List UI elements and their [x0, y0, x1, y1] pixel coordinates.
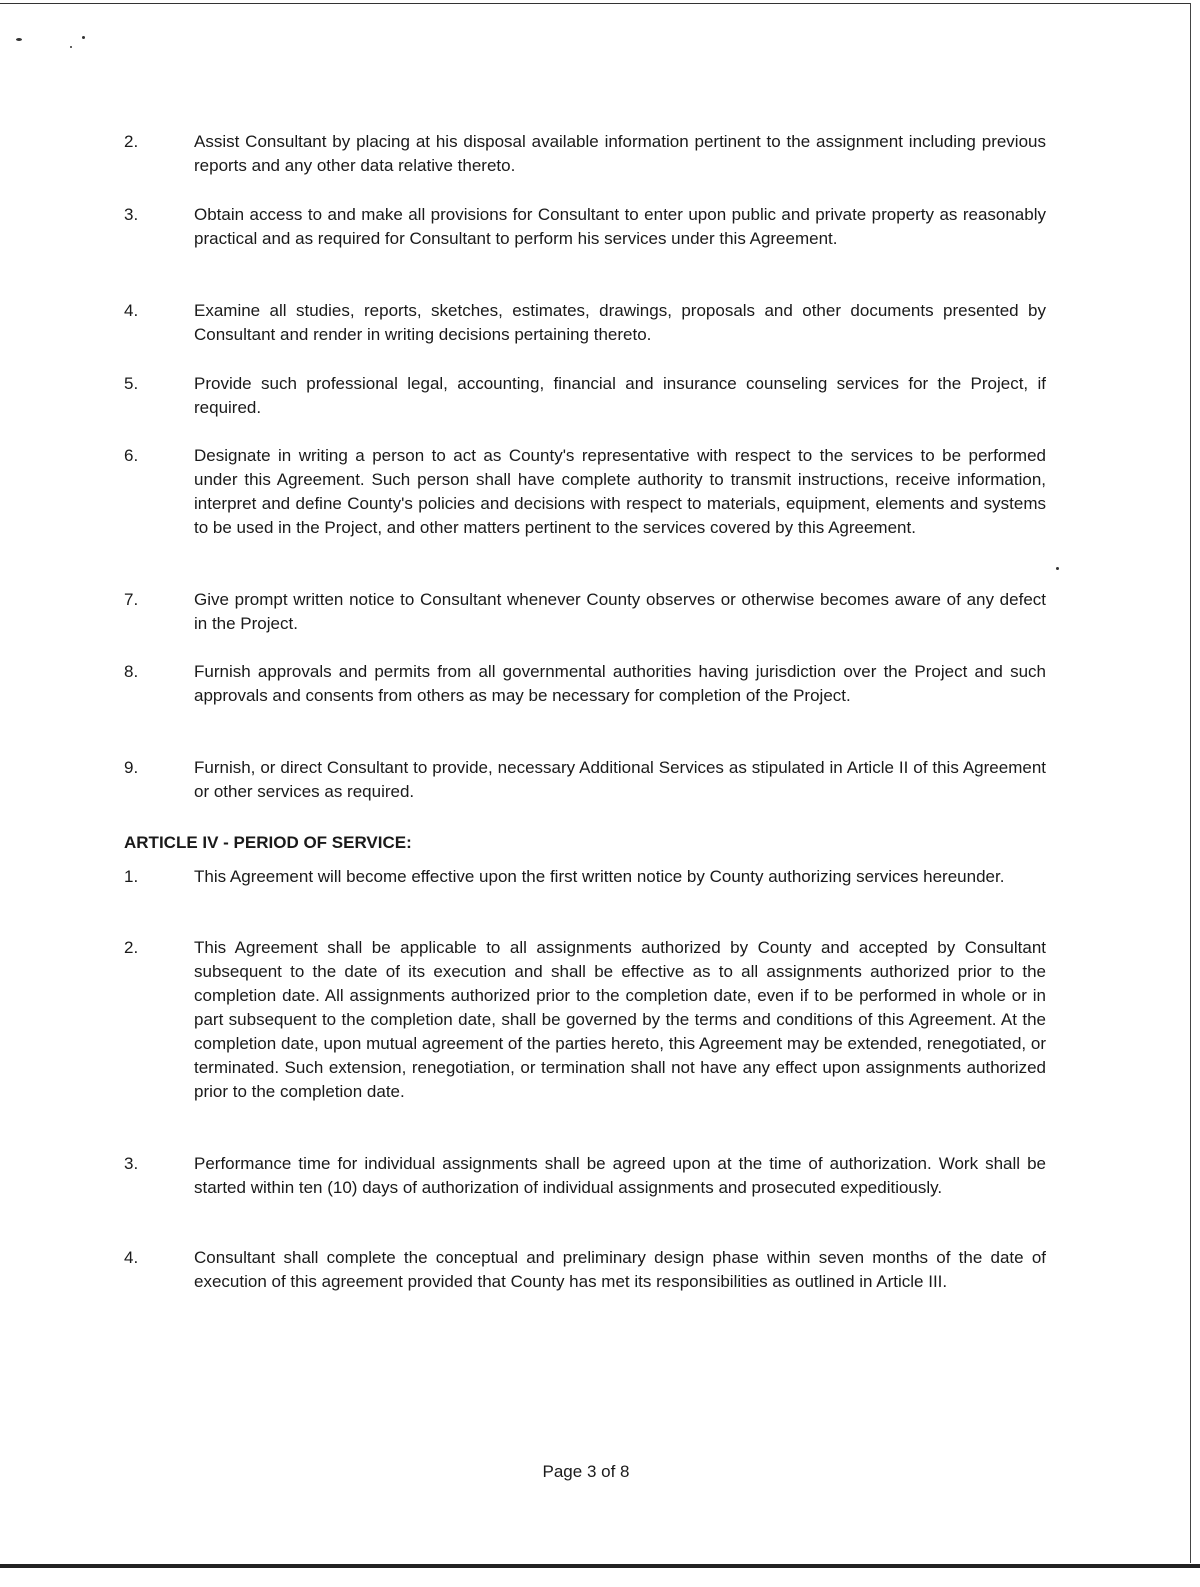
item-text: Provide such professional legal, accounting, financial and insurance counseling services for the Project, if required.: [194, 374, 1046, 417]
page-number: Page 3 of 8: [542, 1462, 630, 1481]
scan-speck: [16, 38, 22, 41]
scan-speck: [82, 36, 85, 39]
item-text: Designate in writing a person to act as County's representative with respect to the services to be performed under this Agreement. Such person shall have complete authority to transmit instructions, receive information, interpret and define County's policies and decisions with respect to materials, equipment, elements and systems to be used in the Project, and other matters pertinent to the services covered by this Agreement.: [194, 446, 1046, 537]
item-text: Assist Consultant by placing at his disposal available information pertinent to the assignment including previous reports and any other data relative thereto.: [194, 132, 1046, 175]
item-number: 2.: [124, 938, 139, 957]
item-text: Examine all studies, reports, sketches, estimates, drawings, proposals and other documents presented by Consultant and render in writing decisions pertaining thereto.: [194, 301, 1046, 344]
item-text: Furnish, or direct Consultant to provide, necessary Additional Services as stipulated in Article II of this Agreement or other services as required.: [194, 758, 1046, 801]
item-number: 1.: [124, 867, 139, 886]
item-text: This Agreement will become effective upon the first written notice by County authorizing services hereunder.: [194, 867, 1005, 886]
item-number: 4.: [124, 1248, 139, 1267]
scan-speck: [1056, 567, 1059, 570]
item-number: 3.: [124, 205, 139, 224]
scan-edge-bottom: [0, 1564, 1200, 1568]
item-text: Furnish approvals and permits from all governmental authorities having jurisdiction over the Project and such approvals and consents from others as may be necessary for completion of the Project.: [194, 662, 1046, 705]
item-number: 4.: [124, 301, 139, 320]
item-number: 9.: [124, 758, 139, 777]
item-number: 2.: [124, 132, 139, 151]
scan-edge-top: [0, 3, 1190, 4]
article-4-heading: ARTICLE IV - PERIOD OF SERVICE:: [124, 833, 412, 852]
scan-speck: [70, 46, 72, 48]
item-text: Give prompt written notice to Consultant whenever County observes or otherwise becomes aware of any defect in the Project.: [194, 590, 1046, 633]
item-number: 8.: [124, 662, 139, 681]
item-number: 5.: [124, 374, 139, 393]
item-text: Obtain access to and make all provisions for Consultant to enter upon public and private property as reasonably practical and as required for Consultant to perform his services under this Agreement.: [194, 205, 1046, 248]
item-number: 7.: [124, 590, 139, 609]
item-number: 6.: [124, 446, 139, 465]
item-number: 3.: [124, 1154, 139, 1173]
item-text: Performance time for individual assignments shall be agreed upon at the time of authorization. Work shall be started within ten (10) days of authorization of individual assignments and prosecuted expeditiously.: [194, 1154, 1046, 1197]
scan-edge-right: [1190, 3, 1191, 1563]
item-text: Consultant shall complete the conceptual and preliminary design phase within seven months of the date of execution of this agreement provided that County has met its responsibilities as outlined in Article III.: [194, 1248, 1046, 1291]
item-text: This Agreement shall be applicable to all assignments authorized by County and accepted by Consultant subsequent to the date of its execution and shall be effective as to all assignments authorized prior to the completion date. All assignments authorized prior to the completion date, even if to be performed in whole or in part subsequent to the completion date, shall be governed by the terms and conditions of this Agreement. At the completion date, upon mutual agreement of the parties hereto, this Agreement may be extended, renegotiated, or terminated. Such extension, renegotiation, or termination shall not have any effect upon assignments authorized prior to the completion date.: [194, 938, 1046, 1101]
